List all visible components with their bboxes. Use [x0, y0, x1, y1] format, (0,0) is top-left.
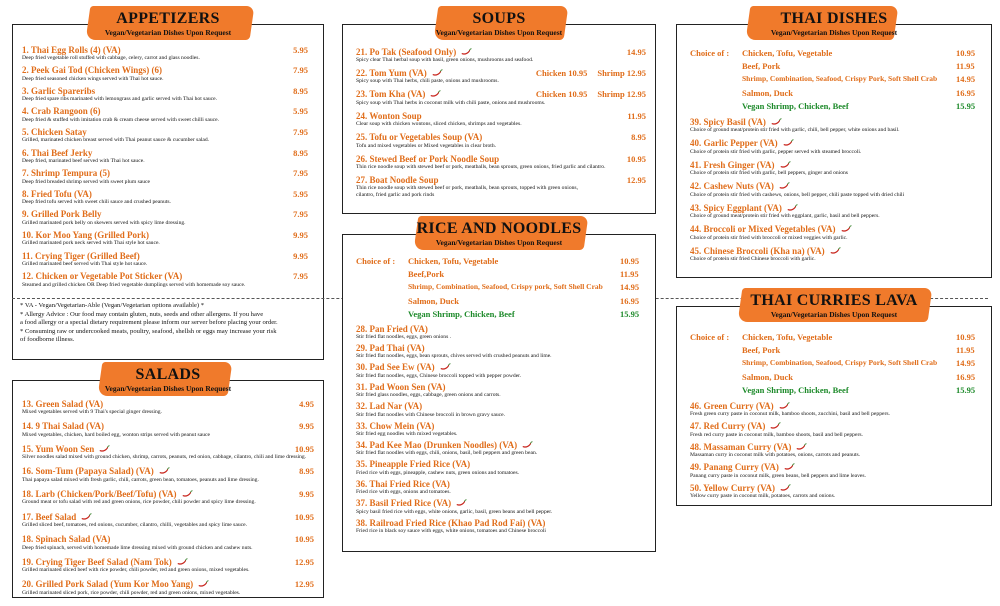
- menu-item-name: 2. Peek Gai Tod (Chicken Wings) (6): [22, 65, 162, 76]
- menu-item-name: 41. Fresh Ginger (VA): [690, 159, 775, 170]
- menu-item: [22, 443, 314, 460]
- menu-item-price: 10.95: [294, 511, 314, 522]
- choice-label: [690, 88, 742, 98]
- choice-row: [690, 88, 975, 98]
- menu-item-description: Deep fried breaded shrimp served with sweet plum sauce: [22, 178, 150, 185]
- choice-price: 14.95: [620, 282, 640, 293]
- choice-label: [356, 296, 408, 306]
- choice-option: Vegan Shrimp, Chicken, Beef: [742, 384, 849, 395]
- menu-item-description: Grilled marinated sliced pork, rice powder, chili powder, red and green onions, mixed vegetables.: [22, 589, 241, 596]
- menu-item-price: 9.95: [293, 250, 308, 261]
- menu-item-description: Grilled marinated pork neck served with Thai style hot sauce.: [22, 240, 160, 247]
- menu-item-description: Fried rice with eggs, pineapple, cashew nuts, green onions and tomatoes.: [356, 469, 520, 476]
- menu-item: [356, 401, 646, 418]
- appetizers-subtitle: Vegan/Vegetarian Dishes Upon Request: [104, 28, 232, 37]
- choice-price: 16.95: [620, 295, 640, 306]
- menu-item: [22, 229, 308, 246]
- menu-item-price: 11.95: [627, 110, 646, 121]
- menu-item: [356, 153, 646, 170]
- menu-item-name: 7. Shrimp Tempura (5): [22, 168, 111, 179]
- menu-item-price: 7.95: [293, 209, 308, 220]
- choice-row: [356, 296, 639, 306]
- choice-label: [690, 345, 742, 355]
- choice-option: Chicken, Tofu, Vegetable: [742, 332, 833, 342]
- choice-price: 15.95: [956, 384, 976, 395]
- menu-item-name: 14. 9 Thai Salad (VA): [22, 421, 104, 432]
- menu-item-name: 18. Spinach Salad (VA): [22, 534, 111, 545]
- menu-item: [356, 420, 646, 437]
- choice-price: 14.95: [956, 358, 976, 369]
- menu-item-name: 43. Spicy Eggplant (VA): [690, 202, 782, 213]
- choice-label: [690, 101, 742, 111]
- note-line: a food allergy or a special dietary requirement please inform our server before placing your order.: [20, 319, 278, 327]
- menu-item-name: 37. Basil Fried Rice (VA): [356, 498, 452, 509]
- menu-item-description: Deep fried spinach, served with homemade lime dressing mixed with ground chicken and cashew nuts.: [22, 544, 253, 551]
- chili-pepper-icon: [455, 499, 467, 507]
- menu-item: [690, 482, 982, 499]
- menu-item-description: Yellow curry paste in coconut milk, potatoes, carrots and onions.: [690, 493, 836, 500]
- choice-price: 10.95: [956, 48, 976, 58]
- choice-label: Choice of :: [356, 256, 396, 266]
- chili-pepper-icon: [778, 182, 790, 190]
- menu-item-description: Tofu and mixed vegetables or Mixed vegetables in clear broth.: [356, 142, 497, 149]
- menu-item-name: 50. Yellow Curry (VA): [690, 482, 775, 493]
- menu-item-description: Mixed vegetables, chicken, hard boiled egg, wonton strips served with peanut sauce: [22, 431, 210, 438]
- choice-row: [690, 74, 975, 84]
- choice-label: [356, 269, 408, 279]
- menu-item-description: Silver noodles salad mixed with ground chicken, shrimp, carrots, peanuts, red onion, cabbage, cilantro, chili and lime dressing.: [22, 454, 307, 461]
- menu-item-description: Stir fried flat noodles with Chinese broccoli in brown gravy sauce.: [356, 411, 505, 418]
- menu-item: [356, 498, 646, 515]
- menu-item-name: 16. Som-Tum (Papaya Salad) (VA): [22, 466, 154, 477]
- thai-curries-title: THAI CURRIES LAVA: [750, 292, 918, 309]
- choice-label: Choice of :: [690, 48, 730, 58]
- menu-item-name: 17. Beef Salad: [22, 511, 77, 522]
- menu-item: [690, 400, 982, 417]
- menu-item: [690, 116, 982, 133]
- menu-item: [22, 271, 308, 288]
- menu-item-description: Thin rice noodle soup with stewed beef or pork, meatballs, bean sprouts, topped with green onions,: [356, 185, 578, 192]
- choice-row: [690, 61, 975, 71]
- menu-item-name: 38. Railroad Fried Rice (Khao Pad Rod Fai) (VA): [356, 517, 546, 528]
- menu-item-description: Fresh red curry paste in coconut milk, bamboo shoots, basil and bell peppers.: [690, 431, 863, 438]
- menu-item-description: Grilled sliced beef, tomatoes, red onions, cucumber, cilantro, chilli, vegetables and spicy lime sauce.: [22, 522, 248, 528]
- menu-item: [690, 462, 982, 479]
- menu-item: [22, 421, 314, 438]
- menu-item-description: Thin rice noodle soup with stewed beef or pork, meatballs, bean sprouts, green onions, fried garlic and cilantro.: [356, 164, 606, 170]
- choice-price: 11.95: [956, 345, 975, 356]
- menu-item-name: 19. Crying Tiger Beef Salad (Nam Tok): [22, 556, 172, 567]
- menu-item: [22, 168, 308, 185]
- menu-item: [690, 138, 982, 155]
- menu-item-description: Choice of ground meat/protein stir fried with eggplant, garlic, basil and bell peppers.: [690, 213, 880, 219]
- menu-item-description: Deep fried, marinated beef served with Thai hot sauce.: [22, 158, 145, 164]
- menu-item: [22, 65, 308, 82]
- choice-option: Salmon, Duck: [742, 87, 794, 98]
- choice-price: 10.95: [956, 332, 976, 342]
- menu-item: [690, 159, 982, 176]
- choice-price: 16.95: [956, 371, 976, 382]
- menu-item-description: Stir fried flat noodles, eggs, green onions .: [356, 334, 452, 340]
- menu-item: [22, 44, 308, 61]
- menu-item-description: Panang curry paste in coconut milk, green beans, bell peppers and lime leaves.: [690, 472, 866, 479]
- menu-item: [356, 342, 646, 359]
- menu-item-name: 33. Chow Mein (VA): [356, 420, 435, 431]
- menu-item-name: 27. Boat Noodle Soup: [356, 174, 439, 185]
- rice-noodles-subtitle: Vegan/Vegetarian Dishes Upon Request: [435, 238, 563, 247]
- menu-item-name: 12. Chicken or Vegetable Pot Sticker (VA): [22, 271, 183, 282]
- menu-item: [22, 188, 308, 205]
- menu-item: [356, 89, 646, 106]
- menu-item-description: Deep fried seasoned chicken wings served with Thai hot sauce.: [22, 75, 164, 82]
- menu-item-name: 48. Massaman Curry (VA): [690, 441, 792, 452]
- chili-pepper-icon: [779, 161, 791, 169]
- menu-item: [356, 46, 646, 63]
- choice-price: 15.95: [956, 100, 976, 111]
- choice-option: Chicken, Tofu, Vegetable: [408, 256, 499, 266]
- menu-item: [22, 398, 314, 415]
- menu-item-description: Grilled marinated pork belly on skewers served with spicy lime dressing.: [22, 219, 186, 226]
- choice-option: Salmon, Duck: [408, 295, 460, 306]
- menu-item-price: 10.95: [626, 153, 646, 164]
- menu-item: [690, 224, 982, 241]
- menu-item-name: 32. Lad Nar (VA): [356, 401, 423, 412]
- choice-price: 10.95: [620, 256, 640, 266]
- menu-item-name: 6. Thai Beef Jerky: [22, 147, 93, 158]
- choice-option: Vegan Shrimp, Chicken, Beef: [742, 100, 849, 111]
- menu-item-price: 9.95: [299, 421, 314, 432]
- choice-option: Shrimp, Combination, Seafood, Crispy Pork, Soft Shell Crab: [742, 74, 938, 84]
- choice-row: [356, 282, 639, 292]
- menu-item-description: Fried rice with eggs, onions and tomatoes.: [356, 489, 451, 496]
- choice-row: [356, 309, 639, 319]
- menu-item-description: Grilled marinated sliced beef with rice powder, chili powder, red and green onions, mixed vegetables.: [22, 567, 250, 574]
- choice-row: [690, 385, 975, 395]
- thai-dishes-title: THAI DISHES: [780, 10, 888, 27]
- menu-item-name: 34. Pad Kee Mao (Drunken Noodles) (VA): [356, 439, 518, 450]
- menu-item-description: Choice of protein stir fried with cashews, onions, bell pepper, chili paste topped with dried chili: [690, 191, 905, 198]
- chili-pepper-icon: [197, 580, 209, 588]
- menu-item-price: 8.95: [631, 132, 646, 143]
- menu-item-description: Clear soup with chicken wontons, sliced chicken, shrimps and vegetables.: [356, 121, 522, 128]
- choice-price: 14.95: [956, 74, 976, 85]
- menu-item: [356, 323, 646, 340]
- choice-label: [356, 309, 408, 319]
- chili-pepper-icon: [786, 204, 798, 212]
- menu-item: [356, 517, 646, 534]
- menu-item-alt-price: Chicken 10.95: [535, 89, 588, 100]
- menu-item-description: Spicy clear Thai herbal soup with basil, green onions, mushrooms and seafood.: [356, 57, 534, 63]
- menu-item-price: 9.95: [299, 488, 314, 499]
- menu-item: [356, 478, 646, 495]
- soups-title: SOUPS: [472, 10, 526, 27]
- menu-item: [356, 439, 646, 456]
- menu-item-price: 7.95: [293, 271, 308, 282]
- chili-pepper-icon: [795, 443, 807, 451]
- chili-pepper-icon: [770, 118, 782, 126]
- choice-price: 11.95: [620, 269, 639, 280]
- menu-item-name: 15. Yum Woon Sen: [22, 443, 95, 454]
- menu-item-price: 7.95: [293, 126, 308, 137]
- menu-item-description: Stir fried flat noodles, eggs, Chinese broccoli topped with pepper powder.: [356, 372, 522, 379]
- menu-item-name: 30. Pad See Ew (VA): [356, 362, 435, 373]
- menu-item: [22, 126, 308, 143]
- choice-price: 11.95: [956, 61, 975, 72]
- menu-item-price: Shrimp 12.95: [597, 67, 646, 78]
- menu-item-description: Stir fried glass noodles, eggs, cabbage, green onions and carrots.: [356, 392, 501, 399]
- chili-pepper-icon: [181, 490, 193, 498]
- menu-item-price: 12.95: [294, 579, 314, 590]
- choice-label: [690, 61, 742, 71]
- choice-option: Shrimp, Combination, Seafood, Crispy Pork, Soft Shell Crab: [742, 358, 938, 368]
- menu-item-description: Mixed vegetables served with 9 Thai's special ginger dressing.: [22, 409, 162, 415]
- menu-item-description: Deep fried spare ribs marinated with lemongrass and garlic served with Thai hot sauce.: [22, 96, 217, 103]
- menu-item-description: Choice of protein stir fried with garlic, pepper served with steamed broccoli.: [690, 148, 862, 155]
- menu-item: [22, 250, 308, 267]
- menu-item: [356, 459, 646, 476]
- menu-item: [356, 174, 646, 198]
- menu-item: [22, 488, 314, 505]
- choice-price: 15.95: [620, 308, 640, 319]
- choice-option: Beef, Pork: [742, 61, 781, 72]
- menu-item-name: 36. Thai Fried Rice (VA): [356, 478, 450, 489]
- chili-pepper-icon: [778, 402, 790, 410]
- menu-item-name: 3. Garlic Spareribs: [22, 85, 96, 96]
- chili-pepper-icon: [439, 363, 451, 371]
- menu-item-name: 26. Stewed Beef or Pork Noodle Soup: [356, 153, 500, 164]
- menu-item: [356, 67, 646, 84]
- choice-label: [356, 282, 408, 292]
- menu-item-name: 31. Pad Woon Sen (VA): [356, 381, 446, 392]
- menu-item-name: 40. Garlic Pepper (VA): [690, 138, 778, 148]
- salads-subtitle: Vegan/Vegetarian Dishes Upon Request: [104, 384, 232, 393]
- choice-label: [690, 74, 742, 84]
- choice-row: [690, 48, 975, 58]
- menu-item-price: 10.95: [294, 443, 314, 454]
- menu-item-description: Thai papaya salad mixed with fresh garlic, chili, carrots, green bean, tomatoes, peanuts and lime dressing.: [22, 476, 259, 483]
- menu-item-name: 8. Fried Tofu (VA): [22, 188, 92, 199]
- menu-item-name: 35. Pineapple Fried Rice (VA): [356, 459, 471, 470]
- menu-item: [690, 421, 982, 438]
- menu-item-name: 47. Red Curry (VA): [690, 421, 766, 432]
- chili-pepper-icon: [98, 445, 110, 453]
- menu-item-name: 22. Tom Yum (VA): [356, 67, 427, 78]
- menu-item-name: 44. Broccoli or Mixed Vegetables (VA): [690, 224, 836, 234]
- menu-item-description: Fried rice in black soy sauce with eggs, white onions, tomatoes and Chinese broccoli: [356, 528, 546, 534]
- choice-option: Beef,Pork: [408, 269, 445, 280]
- menu-item-price: 8.95: [293, 85, 308, 96]
- choice-row: [690, 332, 975, 342]
- chili-pepper-icon: [431, 69, 443, 77]
- menu-item: [690, 202, 982, 219]
- menu-item-name: 20. Grilled Pork Salad (Yum Kor Moo Yang): [22, 579, 194, 590]
- menu-item: [22, 466, 314, 483]
- menu-item-name: 9. Grilled Pork Belly: [22, 209, 102, 220]
- menu-item-name: 39. Spicy Basil (VA): [690, 116, 766, 127]
- menu-item: [22, 85, 308, 102]
- chili-pepper-icon: [176, 558, 188, 566]
- salads-title: SALADS: [135, 366, 201, 383]
- menu-item-price: 14.95: [626, 46, 646, 57]
- menu-item-price: 5.95: [293, 188, 308, 199]
- menu-item-description: Deep fried & stuffed with imitation crab & cream cheese served with sweet chilli sauce.: [22, 116, 220, 123]
- menu-item-description: Choice of protein stir fried Chinese broccoli with garlic.: [690, 256, 816, 262]
- menu-item-description: Deep fried vegetable roll stuffed with cabbage, celery, carrot and glass noodles.: [22, 55, 200, 61]
- menu-item-description: Grilled marinated beef served with Thai style hot sauce.: [22, 261, 148, 267]
- menu-item-price: 5.95: [293, 106, 308, 117]
- menu-item-description: Stir fried flat noodles with eggs, chili, onions, basil, bell peppers and green bean.: [356, 450, 538, 457]
- note-line: * Allergy Advice : Our food may contain gluten, nuts, seeds and other allergens. If you have: [20, 310, 264, 318]
- menu-item-price: Shrimp 12.95: [597, 89, 646, 100]
- menu-item-description: Spicy soup with Thai herbs in coconut milk with chili paste, onions and mushrooms.: [356, 99, 546, 106]
- menu-item-name: 42. Cashew Nuts (VA): [690, 181, 774, 191]
- menu-item-description: Choice of protein stir fried with garlic, bell peppers, ginger and onions: [690, 170, 848, 176]
- choice-label: [690, 385, 742, 395]
- chili-pepper-icon: [769, 422, 781, 430]
- menu-item: [22, 147, 308, 164]
- menu-item: [22, 511, 314, 528]
- menu-item-name: 25. Tofu or Vegetables Soup (VA): [356, 132, 483, 143]
- choice-option: Shrimp, Combination, Seafood, Crispy pork, Soft Shell Crab: [408, 282, 603, 292]
- menu-item-price: 4.95: [299, 398, 314, 409]
- menu-item-name: 28. Pan Fried (VA): [356, 323, 428, 334]
- soups-subtitle: Vegan/Vegetarian Dishes Upon Request: [435, 28, 563, 37]
- menu-item-name: 18. Larb (Chicken/Pork/Beef/Tofu) (VA): [22, 488, 177, 499]
- appetizers-title: APPETIZERS: [116, 10, 220, 27]
- choice-label: [690, 358, 742, 368]
- menu-item-name: 29. Pad Thai (VA): [356, 342, 425, 353]
- choice-label: Choice of :: [690, 332, 730, 342]
- menu-item-price: 8.95: [299, 466, 314, 477]
- note-line: of foodborne illness.: [20, 336, 75, 344]
- menu-item-name: 4. Crab Rangoon (6): [22, 106, 101, 117]
- chili-pepper-icon: [521, 441, 533, 449]
- menu-item-description: Ground meat or tofu salad with red and green onions, rice powder, chili powder and spicy lime dressing.: [22, 499, 256, 506]
- choice-row: [356, 269, 639, 279]
- menu-item-description: Stir fried egg noodles with mixed vegetables.: [356, 431, 458, 437]
- menu-item-price: 7.95: [293, 168, 308, 179]
- menu-item-name: 10. Kor Moo Yang (Grilled Pork): [22, 229, 149, 240]
- menu-item: [356, 110, 646, 127]
- menu-item-name: 13. Green Salad (VA): [22, 398, 104, 409]
- menu-item-description: Spicy soup with Thai herbs, chili paste, onions and mushrooms.: [356, 78, 499, 85]
- menu-item: [356, 381, 646, 398]
- menu-item-price: 9.95: [293, 229, 308, 240]
- allergy-notes: [20, 302, 310, 345]
- chili-pepper-icon: [429, 90, 441, 98]
- chili-pepper-icon: [80, 513, 92, 521]
- choice-row: [690, 101, 975, 111]
- menu-item-name: 23. Tom Kha (VA): [356, 89, 426, 100]
- choice-option: Salmon, Duck: [742, 371, 794, 382]
- menu-item-price: 8.95: [293, 147, 308, 158]
- menu-item-description: cilantro, fried garlic and pork rinds: [356, 191, 435, 198]
- menu-item: [690, 245, 982, 262]
- choice-option: Beef, Pork: [742, 345, 781, 356]
- chili-pepper-icon: [460, 48, 472, 56]
- menu-item-price: 10.95: [294, 534, 314, 545]
- menu-item-description: Fresh green curry paste in coconut milk, bamboo shoots, zucchini, basil and bell peppers.: [690, 411, 890, 417]
- note-line: * VA - Vegan/Vegetarian-Able (Vegan/Vegetarian options available) *: [20, 302, 205, 309]
- menu-item-name: 46. Green Curry (VA): [690, 400, 774, 411]
- menu-item-name: 21. Po Tak (Seafood Only): [356, 46, 457, 57]
- menu-item: [22, 556, 314, 573]
- choice-row: [690, 358, 975, 368]
- menu-item-alt-price: Chicken 10.95: [535, 67, 588, 78]
- chili-pepper-icon: [158, 467, 170, 475]
- menu-item-name: 24. Wonton Soup: [356, 110, 422, 121]
- menu-item: [22, 106, 308, 123]
- chili-pepper-icon: [829, 247, 841, 255]
- menu-item-name: 49. Panang Curry (VA): [690, 462, 779, 473]
- menu-item: [22, 209, 308, 226]
- menu-item-description: Steamed and grilled chicken OR Deep fried vegetable dumplings served with homemade soy sauce.: [22, 281, 246, 288]
- menu-item-description: Massaman curry in coconut milk with potatoes, onions, carrots and peanuts.: [690, 452, 861, 459]
- menu-item-name: 1. Thai Egg Rolls (4) (VA): [22, 44, 121, 55]
- menu-item-name: 11. Crying Tiger (Grilled Beef): [22, 250, 140, 261]
- menu-item-description: Deep fried tofu served with sweet chili sauce and crushed peanuts.: [22, 199, 171, 206]
- choice-label: [690, 372, 742, 382]
- note-line: * Consuming raw or undercooked meats, poultry, seafood, shellsh or eggs may increase your risk: [20, 327, 277, 335]
- chili-pepper-icon: [783, 463, 795, 471]
- menu-item-name: 45. Chinese Broccoli (Kha na) (VA): [690, 245, 825, 256]
- chili-pepper-icon: [779, 484, 791, 492]
- choice-option: Vegan Shrimp, Chicken, Beef: [408, 308, 515, 319]
- menu-item: [690, 441, 982, 458]
- menu-item-price: 12.95: [626, 174, 646, 185]
- menu-item-price: 7.95: [293, 65, 308, 76]
- rice-noodles-title: RICE AND NOODLES: [416, 220, 582, 237]
- menu-item: [22, 579, 314, 596]
- menu-item-description: Choice of protein stir fried with broccoli or mixed veggies with garlic.: [690, 234, 848, 241]
- chili-pepper-icon: [840, 225, 852, 233]
- choice-row: [356, 256, 639, 266]
- menu-item: [690, 181, 982, 198]
- chili-pepper-icon: [782, 139, 794, 147]
- thai-curries-subtitle: Vegan/Vegetarian Dishes Upon Request: [770, 310, 898, 319]
- choice-option: Chicken, Tofu, Vegetable: [742, 48, 833, 58]
- menu-item-description: Spicy basil fried rice with eggs, white onions, garlic, basil, green beans and bell pepper.: [356, 508, 553, 515]
- choice-row: [690, 345, 975, 355]
- menu-item-description: Stir fried flat noodles, eggs, bean sprouts, chives served with crushed peanuts and lime.: [356, 353, 552, 360]
- menu-item-description: Grilled, marinated chicken breast served with Thai peanut sauce & cucumber salad.: [22, 137, 210, 144]
- menu-item-name: 5. Chicken Satay: [22, 126, 87, 137]
- menu-item-price: 5.95: [293, 44, 308, 55]
- menu-item: [356, 132, 646, 149]
- choice-row: [690, 372, 975, 382]
- menu-item: [356, 362, 646, 379]
- thai-dishes-subtitle: Vegan/Vegetarian Dishes Upon Request: [770, 28, 898, 37]
- menu-item-price: 12.95: [294, 556, 314, 567]
- menu-item: [22, 534, 314, 551]
- menu-item-description: Choice of ground meat/protein stir fried with garlic, chili, bell pepper, white onions and basil.: [690, 127, 900, 133]
- choice-price: 16.95: [956, 87, 976, 98]
